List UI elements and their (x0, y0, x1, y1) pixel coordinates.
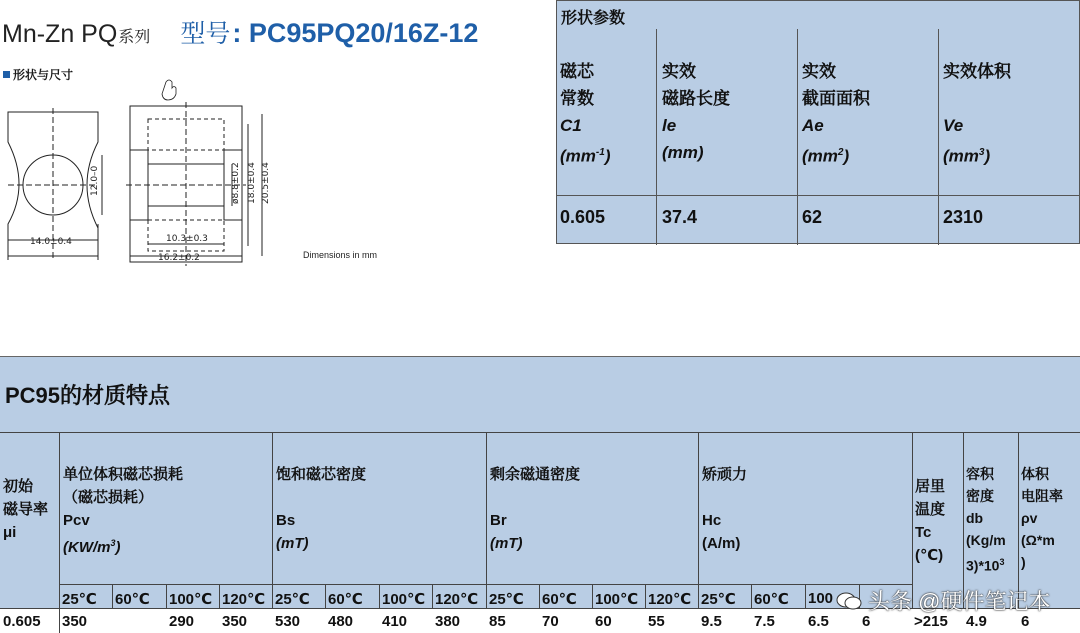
temp-br-60: 60℃ (542, 591, 577, 608)
value-hc-120: 6 (862, 613, 871, 630)
value-pcv-100: 290 (169, 613, 195, 630)
col-le-header: 实效 磁路长度 le (mm) (662, 62, 730, 162)
temp-bs-120: 120℃ (435, 591, 479, 608)
header-saturation-flux: 饱和磁芯密度 Bs (mT) (276, 466, 367, 552)
value-hc-60: 7.5 (754, 613, 775, 630)
header-resistivity: 体积 电阻率 ρv (Ω*m ) (1021, 466, 1063, 570)
value-rho: 6 (1021, 613, 1030, 630)
core-drawing (0, 74, 400, 274)
value-mu: 0.605 (3, 613, 41, 630)
dim-left-height: 12.0–0 (90, 165, 100, 196)
dim-inner-width: 10.3±0.3 (166, 234, 208, 244)
value-bs-120: 380 (435, 613, 461, 630)
temp-br-25: 25℃ (489, 591, 524, 608)
header-density: 容积 密度 db (Kg/m $3)*10^3$ (966, 466, 1006, 574)
shape-parameters-table (556, 0, 1080, 244)
temp-hc-100: 100 (808, 590, 834, 607)
temp-br-120: 120℃ (648, 591, 692, 608)
temp-pcv-60: 60℃ (115, 591, 150, 608)
value-br-25: 85 (489, 613, 506, 630)
value-br-100: 60 (595, 613, 612, 630)
dim-outer-height: 20.5±0.4 (261, 162, 271, 204)
value-bs-60: 480 (328, 613, 354, 630)
dim-outer-width: 16.2±0.2 (158, 253, 200, 263)
watermark (836, 585, 1050, 616)
model-label: 型号 (180, 20, 231, 48)
value-hc-100: 6.5 (808, 613, 829, 630)
header-initial-permeability: 初始 磁导率 μi (3, 478, 49, 541)
value-bs-25: 530 (275, 613, 301, 630)
series-label: Mn-Zn PQ (2, 20, 118, 48)
value-pcv-25: 350 (62, 613, 88, 630)
header-remanent-flux: 剩余磁通密度 Br (mT) (490, 466, 581, 552)
hand-icon (162, 80, 176, 100)
header-core-loss: 单位体积磁芯损耗 （磁芯损耗） Pcv $(KW/m^3)$ (63, 466, 184, 556)
temp-bs-60: 60℃ (328, 591, 363, 608)
series-suffix: 系列 (118, 29, 151, 46)
value-pcv-120: 350 (222, 613, 248, 630)
value-db: 4.9 (966, 613, 987, 630)
value-c1: 0.605 (560, 207, 606, 227)
shape-parameters-caption: 形状参数 (561, 10, 626, 27)
temp-hc-25: 25℃ (701, 591, 736, 608)
watermark-text: 头条 @硬件笔记本 (868, 589, 1051, 614)
header-curie-temp: 居里 温度 Tc (℃) (915, 478, 946, 564)
wechat-icon (836, 591, 862, 611)
temp-bs-100: 100℃ (382, 591, 426, 608)
temp-br-100: 100℃ (595, 591, 639, 608)
temp-bs-25: 25℃ (275, 591, 310, 608)
temp-pcv-120: 120℃ (222, 591, 266, 608)
dim-inner-height: 18.0±0.4 (247, 162, 257, 204)
material-table-title: PC95的材质特点 (5, 383, 171, 408)
header-coercivity: 矫顽力 Hc (A/m) (702, 466, 748, 552)
temp-pcv-25: 25℃ (62, 591, 97, 608)
temp-hc-60: 60℃ (754, 591, 789, 608)
col-c1-header: 磁芯 常数 C1 $(mm^{-1})$ (560, 62, 611, 166)
value-br-60: 70 (542, 613, 559, 630)
value-br-120: 55 (648, 613, 665, 630)
temp-pcv-100: 100℃ (169, 591, 213, 608)
model-number: : PC95PQ20/16Z-12 (232, 18, 479, 48)
col-ve-header: 实效体积 Ve $(mm^3)$ (943, 62, 1011, 166)
value-hc-25: 9.5 (701, 613, 722, 630)
dim-diameter: ø8.8±0.2 (231, 162, 241, 204)
page-header (2, 14, 478, 50)
dim-left-width: 14.0±0.4 (30, 237, 72, 247)
value-bs-100: 410 (382, 613, 408, 630)
section-shape-dimensions-label: 形状与尺寸 (13, 68, 74, 82)
value-tc: >215 (914, 613, 948, 630)
value-le: 37.4 (662, 207, 698, 227)
col-ae-header: 实效 截面面积 Ae $(mm^2)$ (802, 62, 870, 166)
dimensions-note: Dimensions in mm (303, 250, 378, 260)
value-ae: 62 (802, 207, 823, 227)
value-ve: 2310 (943, 207, 984, 227)
